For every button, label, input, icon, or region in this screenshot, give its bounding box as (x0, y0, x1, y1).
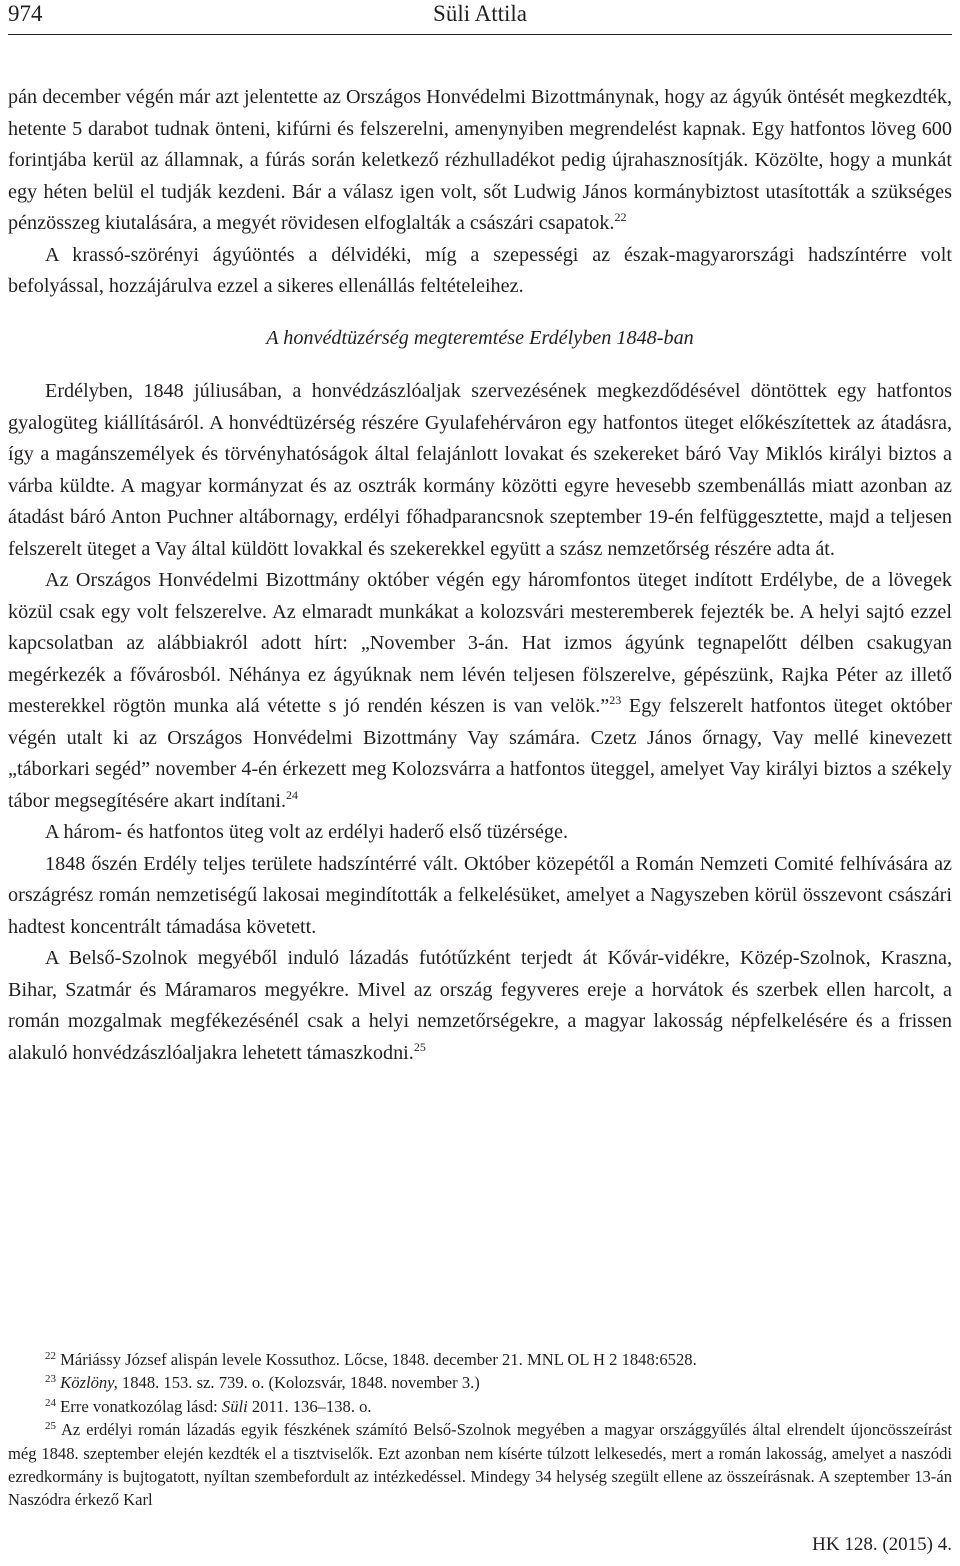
footnotes (8, 1348, 952, 1512)
paragraph-1 (8, 82, 952, 240)
footnote-text: Erre vonatkozólag lásd: (60, 1396, 222, 1416)
paragraph-7-text: A Belső-Szolnok megyéből induló lázadás futótűzként terjedt át Kővár-vidékre, Közép-Szolnok, Kraszna, Bihar, Szatmár és Máramaros megyékre. Mivel az ország fegyveres ereje a horvátok és szerbek ellen harcolt, a román mozgalmak megfékezésénél csak a helyi nemzetőrségekre, a magyar lakosság népfelkelésére és a frissen alakuló honvédzászlóaljakra lehetett támaszkodni. (8, 947, 952, 1064)
footnote-24 (8, 1395, 952, 1418)
paragraph-4-text: Az Országos Honvédelmi Bizottmány október végén egy háromfontos üteget indított Erdélybe, de a lövegek közül csak egy volt felszerelve. Az elmaradt munkákat a kolozsvári mesteremberek fejezték be. A helyi sajtó ezzel kapcsolatban az alábbiakról adott hírt: „November 3-án. Hat izmos ágyúnk tegnapelőtt délben csakugyan megérkezék a fővárosból. Néhánya ez ágyúknak nem lévén teljesen fölszerelve, gépészünk, Rajka Péter az illető mesterekkel rögtön munka alá vétette s jó rendén készen is van velök.” (8, 569, 952, 717)
footnote-text: Az erdélyi román lázadás egyik fészkének számító Belső-Szolnok megyében a magyar országgyűlés által elrendelt újoncösszeírást még 1848. szeptember elején kezdték el a tisztviselők. Ezt azonban nem kísérte túlzott lelkesedés, mert a román lakosság, amelyet a naszódi ezredkormány is bujtogatott, nyíltan szembefordult az intézkedéssel. Mindegy 34 helység szegült ellene az összeírásnak. A szeptember 13-án Naszódra érkező Karl (8, 1420, 953, 1510)
footnote-number: 23 (45, 1373, 56, 1386)
journal-reference: HK 128. (2015) 4. (812, 1534, 952, 1555)
paragraph-4-continued: Egy felszerelt hatfontos üteget október végén utalt ki az Országos Honvédelmi Bizottmány Vay számára. Czetz János őrnagy, Vay mellé kinevezett „táborkari segéd” november 4-én érkezett meg Kolozsvárra a hatfontos üteggel, amelyet Vay királyi biztos a székely tábor megsegítésére akart indítani. (8, 695, 952, 812)
paragraph-4 (8, 565, 952, 817)
footnote-25 (8, 1418, 952, 1512)
paragraph-6: 1848 őszén Erdély teljes területe hadszíntérré vált. Október közepétől a Román Nemzeti Comité felhívására az országrész román nemzetiségű lakosai megindították a felkelésüket, amelyet a Nagyszeben körül összevont császári hadtest koncentrált támadása követett. (8, 852, 952, 938)
footnote-number: 22 (45, 1350, 56, 1362)
paragraph-7 (8, 943, 952, 1069)
footnote-text: 1848. 153. sz. 739. o. (Kolozsvár, 1848. november 3.) (117, 1373, 480, 1393)
footnote-text-continued: 2011. 136–138. o. (247, 1396, 372, 1416)
running-head-author: Süli Attila (433, 1, 527, 26)
paragraph-2: A krassó-szörényi ágyúöntés a délvidéki, míg a szepességi az észak-magyarországi hadszíntérre volt befolyással, hozzájárulva ezzel a sikeres ellenállás feltételeihez. (8, 243, 952, 297)
paragraph-5: A három- és hatfontos üteg volt az erdélyi haderő első tüzérsége. (45, 821, 569, 843)
footnote-ref-23: 23 (609, 693, 622, 707)
footnote-text: Máriássy József alispán levele Kossuthoz. Lőcse, 1848. december 21. MNL OL H 2 1848:6528. (60, 1350, 697, 1369)
main-text (8, 82, 952, 1069)
footnote-ref-25: 25 (413, 1039, 426, 1054)
footnote-22 (8, 1348, 952, 1371)
footnote-23 (8, 1371, 952, 1394)
footnote-italic: Süli (221, 1396, 248, 1416)
footnote-ref-24: 24 (286, 787, 299, 802)
paragraph-1-text: pán december végén már azt jelentette az Országos Honvédelmi Bizottmánynak, hogy az ágyúk öntését megkezdték, hetente 5 darabot tudnak önteni, kifúrni és felszerelni, amenynyiben megrendelést kapnak. Egy hatfontos löveg 600 forintjába kerül az államnak, a fúrás során keletkező rézhulladékot pedig újrahasznosítják. Közölte, hogy a munkát egy héten belül el tudják kezdeni. Bár a válasz igen volt, sőt Ludwig János kormánybiztost utasították a szükséges pénzösszeg kiutalására, a megyét rövidesen elfoglalták a császári csapatok. (8, 86, 952, 234)
section-title: A honvédtüzérség megteremtése Erdélyben 1848-ban (266, 326, 694, 349)
footnote-ref-22: 22 (614, 210, 627, 224)
page-number: 974 (8, 1, 43, 26)
footnote-number: 24 (45, 1396, 56, 1409)
footnote-italic: Közlöny, (60, 1373, 118, 1393)
page-header (8, 0, 952, 35)
paragraph-3: Erdélyben, 1848 júliusában, a honvédzászlóaljak szervezésének megkezdődésével döntöttek egy hatfontos gyalogüteg kiállításáról. A honvédtüzérség részére Gyulafehérváron egy hatfontos üteget előkészítettek az átadásra, így a magánszemélyek és törvényhatóságok által felajánlott lovakat és szekereket báró Vay Miklós királyi biztos a várba küldte. A magyar kormányzat és az osztrák kormány közötti egyre hevesebb szembenállás miatt azonban az átadást báró Anton Puchner altábornagy, erdélyi főhadparancsnok szeptember 19-én felfüggesztette, majd a teljesen felszerelt üteget a Vay által küldött lovakkal és szekerekkel együtt a szász nemzetőrség részére adta át. (8, 380, 952, 560)
footnote-number: 25 (45, 1420, 56, 1433)
